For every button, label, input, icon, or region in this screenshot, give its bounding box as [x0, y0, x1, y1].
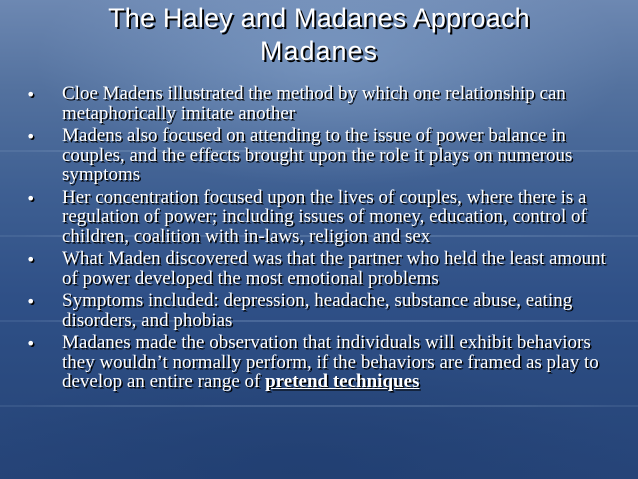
bullet-item [12, 188, 612, 247]
bullet-list [12, 84, 612, 395]
bullet-item [12, 333, 612, 392]
bullet-text: Symptoms included: depression, headache, substance abuse, eating disorders, and phobias [62, 290, 573, 331]
pretend-techniques-link[interactable]: pretend techniques [265, 371, 420, 392]
bullet-text: Madens also focused on attending to the issue of power balance in couples, and the effects brought upon the role it plays on numerous symptoms [62, 125, 573, 185]
bullet-item [12, 249, 612, 288]
bullet-item [12, 84, 612, 123]
bullet-text: Cloe Madens illustrated the method by which one relationship can metaphorically imitate another [62, 83, 566, 124]
bullet-text: Madanes made the observation that individuals will exhibit behaviors they wouldn’t normally perform, if the behaviors are framed as play to develop an entire range of [62, 332, 599, 392]
bullet-icon: • [26, 188, 36, 208]
slide-subtitle: Madanes [259, 36, 379, 66]
bullet-icon: • [26, 85, 36, 104]
bullet-item [12, 126, 612, 185]
bullet-text: What Maden discovered was that the partner who held the least amount of power developed the most emotional problems [62, 248, 606, 289]
slide-title-block [0, 2, 638, 68]
bullet-icon: • [26, 250, 36, 269]
bullet-text: Her concentration focused upon the lives of couples, where there is a regulation of power; including issues of money, education, control of children, coalition with in-laws, religion and sex [62, 186, 587, 247]
bullet-icon: • [26, 292, 36, 311]
bullet-item [12, 291, 612, 330]
slide-title: The Haley and Madanes Approach [108, 3, 530, 33]
bullet-icon: • [26, 334, 36, 353]
bullet-icon: • [26, 127, 36, 146]
background-wave [0, 405, 638, 407]
